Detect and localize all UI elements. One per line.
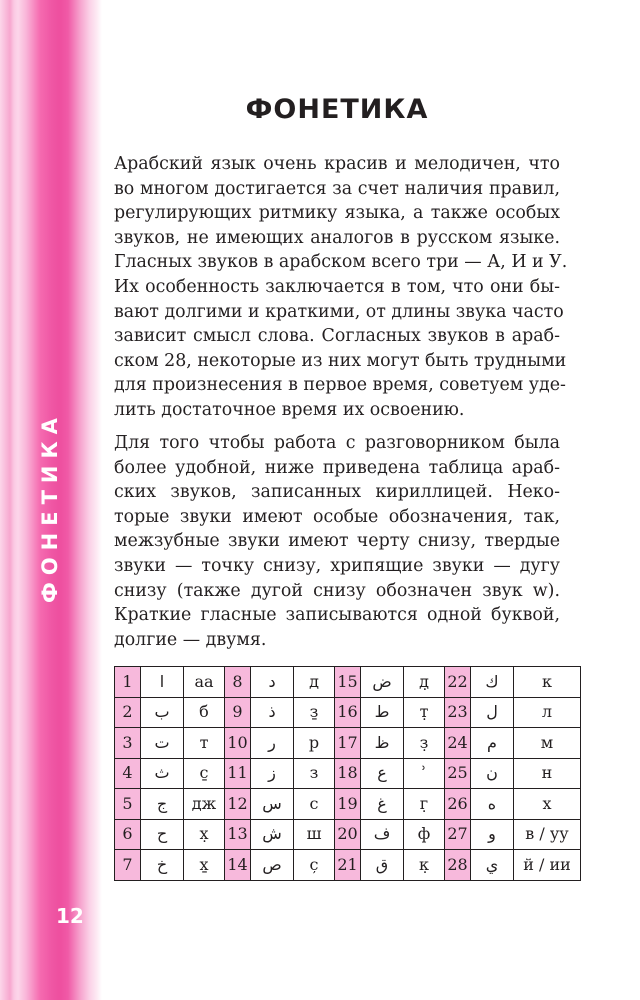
sound-number-cell: 19 — [335, 789, 361, 820]
cyrillic-transcription-cell: т — [184, 728, 225, 759]
arabic-letter-cell: ك — [471, 667, 514, 698]
paragraph-line: ских звуков, записанных кириллицей. Неко- — [114, 482, 560, 503]
table-row — [115, 819, 581, 850]
sound-number-cell: 22 — [445, 667, 471, 698]
arabic-letter-cell: م — [471, 728, 514, 759]
sound-number-cell: 16 — [335, 697, 361, 728]
sound-number-cell: 11 — [225, 758, 251, 789]
arabic-letter-cell: غ — [361, 789, 404, 820]
sound-number-cell: 9 — [225, 697, 251, 728]
paragraph-line: Арабский язык очень красив и мелодичен, что — [114, 154, 560, 174]
cyrillic-transcription-cell: д — [294, 667, 335, 698]
paragraph-line: снизу (также дугой снизу обозначен звук w). — [114, 580, 560, 601]
cyrillic-transcription-cell: дж — [184, 789, 225, 820]
cyrillic-transcription-cell: н — [514, 758, 581, 789]
table-row — [115, 667, 581, 698]
sound-number-cell: 23 — [445, 697, 471, 728]
sound-number-cell: 27 — [445, 819, 471, 850]
sound-number-cell: 1 — [115, 667, 141, 698]
cyrillic-transcription-cell: к — [514, 667, 581, 698]
arabic-letter-cell: ط — [361, 697, 404, 728]
paragraph-line: вают долгими и краткими, от длины звука часто — [114, 301, 564, 322]
sound-number-cell: 24 — [445, 728, 471, 759]
sound-number-cell: 14 — [225, 850, 251, 881]
cyrillic-transcription-cell: х — [514, 789, 581, 820]
paragraph-line: Их особенность заключается в том, что они бы- — [114, 276, 560, 297]
arabic-letter-cell: ش — [251, 819, 294, 850]
paragraph-line: регулирующих ритмику языка, а также особых — [114, 203, 560, 224]
paragraph-line: Краткие гласные записываются одной буквой, — [114, 605, 560, 626]
paragraph-line: межзубные звуки имеют черту снизу, твердые — [114, 531, 560, 552]
sound-number-cell: 28 — [445, 850, 471, 881]
cyrillic-transcription-cell: к̣ — [404, 850, 445, 881]
arabic-letter-cell: ف — [361, 819, 404, 850]
intro-paragraph — [114, 152, 568, 423]
table-row — [115, 728, 581, 759]
arabic-letter-cell: ذ — [251, 697, 294, 728]
table-row — [115, 850, 581, 881]
cyrillic-transcription-cell: л — [514, 697, 581, 728]
cyrillic-transcription-cell: з — [294, 758, 335, 789]
arabic-letter-cell: د — [251, 667, 294, 698]
cyrillic-transcription-cell: д̣ — [404, 667, 445, 698]
arabic-letter-cell: ض — [361, 667, 404, 698]
sound-number-cell: 7 — [115, 850, 141, 881]
arabic-letter-cell: ل — [471, 697, 514, 728]
cyrillic-transcription-cell: м — [514, 728, 581, 759]
cyrillic-transcription-cell: с̦ — [294, 850, 335, 881]
arabic-letter-cell: ع — [361, 758, 404, 789]
paragraph-line: звуки — точку снизу, хрипящие звуки — дугу — [114, 555, 560, 576]
paragraph-line: во многом достигается за счет наличия правил, — [114, 178, 560, 199]
table-row — [115, 789, 581, 820]
arabic-letter-cell: ث — [141, 758, 184, 789]
paragraph-line: долгие — двумя. — [114, 629, 267, 650]
sidebar-section-title: ФОНЕТИКА — [38, 411, 62, 603]
cyrillic-transcription-cell: в / уу — [514, 819, 581, 850]
cyrillic-transcription-cell: с̱ — [184, 758, 225, 789]
arabic-letter-cell: ز — [251, 758, 294, 789]
sound-number-cell: 17 — [335, 728, 361, 759]
cyrillic-transcription-cell: ʾ — [404, 758, 445, 789]
paragraph-line: для произнесения в первое время, советуем уде- — [114, 375, 566, 396]
sound-number-cell: 8 — [225, 667, 251, 698]
paragraph-line: торые звуки имеют особые обозначения, так, — [114, 506, 560, 527]
arabic-letter-cell: ر — [251, 728, 294, 759]
cyrillic-transcription-cell: х̣ — [184, 819, 225, 850]
paragraph-line: Для того чтобы работа с разговорником была — [114, 433, 560, 453]
cyrillic-transcription-cell: ш — [294, 819, 335, 850]
paragraph-line: ском 28, некоторые из них могут быть трудными — [114, 350, 567, 371]
cyrillic-transcription-cell: з̣ — [404, 728, 445, 759]
cyrillic-transcription-cell: ф — [404, 819, 445, 850]
arabic-letter-cell: ظ — [361, 728, 404, 759]
cyrillic-transcription-cell: з̱ — [294, 697, 335, 728]
arabic-letter-cell: ح — [141, 819, 184, 850]
arabic-letter-cell: ن — [471, 758, 514, 789]
cyrillic-transcription-cell: х̱ — [184, 850, 225, 881]
sound-number-cell: 25 — [445, 758, 471, 789]
arabic-letter-cell: ت — [141, 728, 184, 759]
sound-number-cell: 3 — [115, 728, 141, 759]
cyrillic-transcription-cell: аа — [184, 667, 225, 698]
paragraph-line: лить достаточное время их освоению. — [114, 399, 465, 420]
page-title: ФОНЕТИКА — [245, 94, 429, 125]
sound-number-cell: 13 — [225, 819, 251, 850]
arabic-letter-cell: س — [251, 789, 294, 820]
table-explanation-paragraph — [114, 431, 560, 652]
arabic-sounds-table — [114, 666, 581, 881]
sound-number-cell: 21 — [335, 850, 361, 881]
arabic-letter-cell: ا — [141, 667, 184, 698]
sound-number-cell: 4 — [115, 758, 141, 789]
arabic-letter-cell: ق — [361, 850, 404, 881]
sound-number-cell: 20 — [335, 819, 361, 850]
table-row — [115, 758, 581, 789]
page-number: 12 — [56, 904, 84, 928]
sound-number-cell: 18 — [335, 758, 361, 789]
table-row — [115, 697, 581, 728]
arabic-letter-cell: خ — [141, 850, 184, 881]
paragraph-line: зависит смысл слова. Согласных звуков в араб- — [114, 326, 560, 347]
arabic-letter-cell: ب — [141, 697, 184, 728]
sound-number-cell: 10 — [225, 728, 251, 759]
arabic-letter-cell: ج — [141, 789, 184, 820]
paragraph-line: Гласных звуков в арабском всего три — А, И и У. — [114, 252, 568, 273]
cyrillic-transcription-cell: т̣ — [404, 697, 445, 728]
arabic-letter-cell: ه — [471, 789, 514, 820]
sound-number-cell: 5 — [115, 789, 141, 820]
sound-number-cell: 26 — [445, 789, 471, 820]
cyrillic-transcription-cell: г̣ — [404, 789, 445, 820]
cyrillic-transcription-cell: р — [294, 728, 335, 759]
cyrillic-transcription-cell: б — [184, 697, 225, 728]
sound-number-cell: 15 — [335, 667, 361, 698]
sound-number-cell: 2 — [115, 697, 141, 728]
paragraph-line: более удобной, ниже приведена таблица араб- — [114, 457, 560, 478]
sound-number-cell: 12 — [225, 789, 251, 820]
cyrillic-transcription-cell: с — [294, 789, 335, 820]
arabic-letter-cell: ص — [251, 850, 294, 881]
paragraph-line: звуков, не имеющих аналогов в русском языке. — [114, 227, 560, 248]
cyrillic-transcription-cell: й / ии — [514, 850, 581, 881]
arabic-letter-cell: ي — [471, 850, 514, 881]
sound-number-cell: 6 — [115, 819, 141, 850]
arabic-letter-cell: و — [471, 819, 514, 850]
